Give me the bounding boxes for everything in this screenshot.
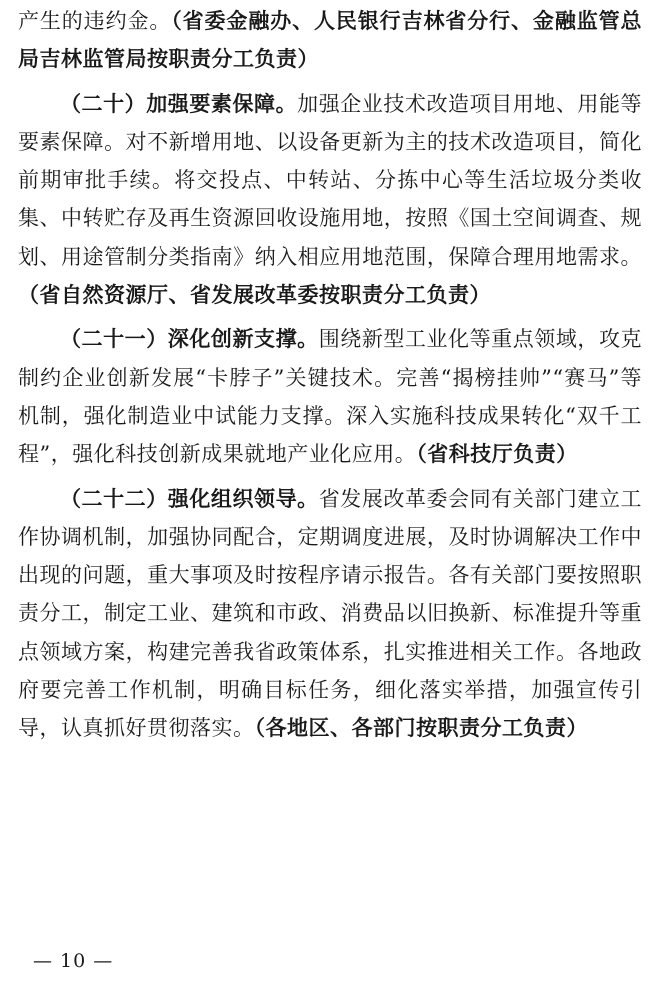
paragraph-body: 产生的违约金。 — [18, 9, 172, 33]
responsibility-note: （省委金融办、人民银行吉林省分行、金融监管总局吉林监管局按职责分工负责） — [18, 8, 642, 72]
item-heading: （二十）加强要素保障。 — [60, 90, 298, 116]
paragraph-body: 省发展改革委会同有关部门建立工作协调机制，加强协同配合，定期调度进展，及时协调解决工作中出现的问题，重大事项及时按程序请示报告。各有关部门要按照职责分工，制定工业、建筑和市政、消费品以旧换新、标准提升等重点领域方案，构建完善我省政策体系，扎实推进相关工作。各地政府要完善工作机制，明确目标任务，细化落实举措，加强宣传引导，认真抓好贯彻落实。 — [18, 486, 643, 741]
paragraph-continuation — [18, 2, 642, 79]
paragraph-body: 围绕新型工业化等重点领域，攻克制约企业创新发展“卡脖子”关键技术。完善“揭榜挂帅”“赛马”等机制，强化制造业中试能力支撑。深入实施科技成果转化“双千工程”，强化科技创新成果就地产业化应用。 — [18, 327, 643, 467]
responsibility-note: （省科技厅负责） — [416, 441, 578, 467]
responsibility-note: （各地区、各部门按职责分工负责） — [254, 715, 588, 741]
page-number: — 10 — — [33, 950, 114, 972]
paragraph-body: 加强企业技术改造项目用地、用能等要素保障。对不新增用地、以设备更新为主的技术改造项目，简化前期审批手续。将交投点、中转站、分拣中心等生活垃圾分类收集、中转贮存及再生资源回收设施用地，按照《国土空间调查、规划、用途管制分类指南》纳入相应用地范围，保障合理用地需求。 — [18, 91, 643, 269]
responsibility-note: （省自然资源厅、省发展改革委按职责分工负责） — [18, 282, 491, 308]
paragraph-item-21 — [18, 320, 642, 473]
item-heading: （二十一）深化创新支撑。 — [60, 326, 319, 352]
document-page — [18, 0, 642, 748]
paragraph-item-20 — [18, 85, 642, 315]
item-heading: （二十二）强化组织领导。 — [60, 485, 319, 511]
paragraph-item-22 — [18, 480, 642, 748]
